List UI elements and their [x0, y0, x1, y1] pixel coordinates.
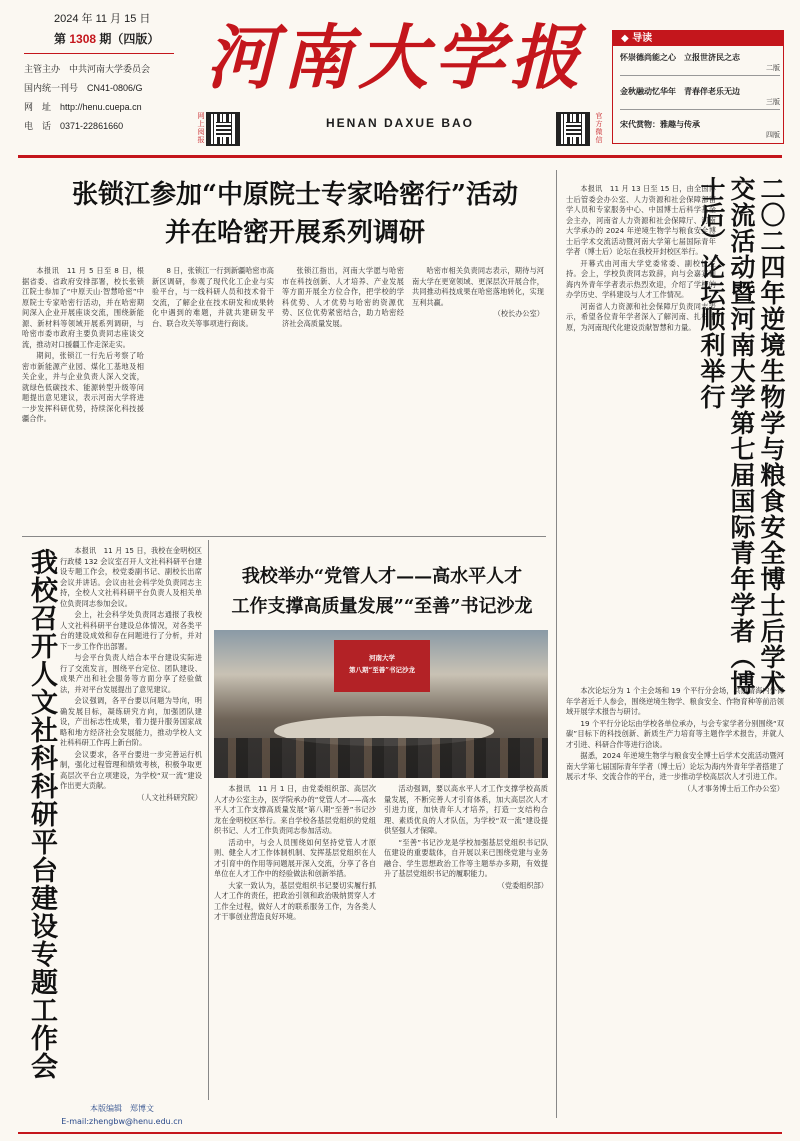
talent-paragraph: 本报讯 11 月 1 日，由党委组织部、高层次人才办公室主办，医学院承办的“党管人才——高水平人才工作支撑高质量发展”第八期“至善”书记沙龙在金明校区举行。来自学校各基层党组织的党组织书记、人才工作负责同志参加活动。 — [214, 784, 376, 835]
lead-article-col3 — [282, 266, 404, 528]
masthead — [0, 0, 800, 150]
issue-number: 第 1308 期（四版） — [54, 32, 160, 46]
photo-audience — [214, 738, 548, 778]
talent-paragraph: 大家一致认为，基层党组织书记要切实履行抓人才工作的责任，把政治引领和政治吸纳贯穿人才工作全过程，做好人才的联系服务工作，为各类人才干事创业营造良好环境。 — [214, 880, 376, 921]
qr-left-label: 网上阅报 — [197, 112, 205, 144]
lead-article-col2 — [152, 266, 274, 528]
lead-article-title — [40, 176, 550, 252]
talent-title-line1: 我校举办“党管人才——高水平人才 — [241, 566, 523, 587]
forum-article-col-bottom — [566, 686, 784, 1118]
forum-paragraph: 据悉，2024 年逆境生物学与粮食安全博士后学术交流活动暨河南大学第七届国际青年学者（博士后）论坛为海内外青年学者搭建了展示才华、交流合作的平台，进一步推动学校高层次人才引进工作。 — [566, 751, 784, 781]
masthead-rule-left — [24, 53, 174, 54]
talent-article-col2 — [384, 784, 548, 1118]
newspaper-pinyin: HENAN DAXUE BAO — [325, 116, 474, 130]
masthead-divider — [18, 155, 782, 158]
page-footer — [40, 1102, 204, 1128]
qr-right-label: 官方微信 — [595, 112, 603, 144]
guide-item-page: 二版 — [620, 63, 780, 76]
talent-byline: （党委组织部） — [497, 880, 548, 890]
lead-byline: （校长办公室） — [493, 309, 544, 318]
platform-paragraph: 会议强调，各平台要以问题为导向，明确发展目标，凝练研究方向，加强团队建设，产出标志性成果，着力提升服务国家战略和地方经济社会发展能力，推动学校人文社科科研工作再上新台阶。 — [60, 696, 202, 747]
platform-paragraph: 会上，社会科学处负责同志通报了我校人文社科科研平台建设总体情况，对各类平台的建设成效和存在问题进行了分析，并对下一步工作作出部署。 — [60, 610, 202, 651]
talent-paragraph: 活动中，与会人员围绕如何坚持党管人才原则、健全人才工作体制机制、发挥基层党组织在人才引育中的作用等问题展开深入交流，分享了各自单位在人才工作中的经验做法和创新举措。 — [214, 837, 376, 878]
newspaper-logo: 河南大学报 — [206, 16, 586, 99]
platform-paragraph: 本报讯 11 月 15 日，我校在金明校区行政楼 132 会议室召开人文社科科研平台建设专题工作会，校党委副书记、副校长出席会议并讲话。会议由社会科学处负责同志主持，全校人文社科科研平台负责人及相关单位负责同志参加会议。 — [60, 546, 202, 608]
page-bottom-rule — [18, 1132, 782, 1134]
lead-article-col4 — [412, 266, 544, 528]
lead-paragraph: 期间，张锁江一行先后考察了哈密市新能源产业园、煤化工基地及相关企业，并与企业负责人深入交流，就绿色低碳技术、能源转型升级等问题提出意见建议，表示河南大学将进一步发挥科研优势，持续深化科技援疆合作。 — [22, 351, 144, 423]
platform-vertical-rule — [208, 540, 209, 1100]
forum-paragraph: 19 个平行分论坛由学校各单位承办，与会专家学者分别围绕“双碳”目标下的科技创新、新质生产力培育等主题作学术报告，并就人才引进、科研合作等进行洽谈。 — [566, 718, 784, 749]
guide-item-2[interactable] — [620, 86, 780, 110]
web-line: 网 址 http://henu.cuepa.cn — [24, 102, 142, 112]
issue-date: 2024 年 11 月 15 日 — [54, 13, 151, 25]
tel-line: 电 话 0371-22861660 — [24, 121, 124, 131]
forum-vertical-rule — [556, 170, 557, 1118]
guide-item-1[interactable] — [620, 52, 780, 76]
forum-article-title: 二〇二四年逆境生物学与粮食安全博士后学术交流活动暨河南大学第七届国际青年学者（博士后）论坛顺利举行 — [697, 176, 786, 696]
lead-title-line2: 并在哈密开展系列调研 — [164, 218, 425, 248]
forum-paragraph: 本次论坛分为 1 个主会场和 19 个平行分会场，共邀请海内外青年学者近千人参会，围绕逆境生物学、粮食安全、作物育种等前沿领域开展学术报告与研讨。 — [566, 686, 784, 716]
host-line: 主管主办 中共河南大学委员会 — [24, 64, 151, 74]
platform-byline: （人文社科研究院） — [137, 792, 202, 802]
guide-heading-bar: ◆ 导读 — [613, 31, 783, 46]
talent-title-line2: 工作支撑高质量发展”“至善”书记沙龙 — [231, 596, 533, 617]
qr-code-right — [556, 112, 590, 146]
guide-item-title: 宋代赏物：雅趣与传承 — [620, 120, 700, 129]
platform-paragraph: 与会平台负责人结合本平台建设实际进行了交流发言，围绕平台定位、团队建设、成果产出和社会服务等方面分享了经验做法，并对平台发展提出了意见建议。 — [60, 653, 202, 694]
guide-icon: ◆ — [621, 33, 629, 44]
issue-info — [24, 10, 174, 132]
footer-editor: 本版编辑 郑博文 — [90, 1104, 154, 1113]
platform-paragraph: 会议要求，各平台要进一步完善运行机制，强化过程管理和绩效考核，积极争取更高层次平台立项建设，为学校“双一流”建设作出更大贡献。 — [60, 749, 202, 790]
photo-screen — [334, 640, 430, 692]
guide-item-3[interactable] — [620, 119, 780, 142]
platform-article-body — [60, 546, 202, 1098]
lead-paragraph: 8 日，张锁江一行到新疆哈密市高新区调研，参观了现代化工企业与实验平台，与一线科研人员和技术骨干交流，了解企业在技术研发和成果转化中遇到的难题，并就共建研发平台、联合攻关等事项进行商谈。 — [152, 266, 274, 328]
talent-paragraph: 活动强调，要以高水平人才工作支撑学校高质量发展，不断完善人才引育体系，加大高层次人才引进力度，加快青年人才培养，打造一支结构合理、素质优良的人才队伍，为学校“双一流”建设提供坚强人才保障。 — [384, 784, 548, 835]
guide-item-title: 金秋融动忆华年 青春伴老乐无边 — [620, 87, 740, 96]
forum-byline: （人才事务博士后工作办公室） — [683, 783, 784, 793]
guide-item-page: 四版 — [766, 131, 780, 139]
forum-article-col-top — [566, 184, 716, 678]
forum-paragraph: 本报讯 11 月 13 日至 15 日，由全国博士后管委会办公室、人力资源和社会保障部留学人员和专家服务中心、中国博士后科学基金会主办，河南省人力资源和社会保障厅、河南大学承办的 2024 年逆境生物学与粮食安全博士后学术交流活动暨河南大学第七届国际青年学者（博士后）论坛在我校开封校区举行。 — [566, 184, 716, 256]
lead-article-col1 — [22, 266, 144, 528]
guide-item-title: 怀崇德尚能之心 立报世济民之志 — [620, 53, 740, 62]
lead-paragraph: 本报讯 11 月 5 日至 8 日，根据省委、省政府安排部署，校长张锁江院士参加了“中原天山·智慧哈密”中原院士专家哈密行活动，并在哈密期间深入企业开展座谈交流，围绕新能源、新材料等领域开展系列调研，与哈密市委市政府主要负责同志座谈交流，推动对口援疆工作走深走实。 — [22, 266, 144, 349]
qr-code-left — [206, 112, 240, 146]
photo-screen-line2: 第八期“至善”书记沙龙 — [349, 666, 415, 674]
forum-paragraph: 开幕式由河南大学党委常委、副校长主持。会上，学校负责同志致辞，向与会嘉宾和海内外青年学者表示热烈欢迎，介绍了学校的办学历史、学科建设与人才工作情况。 — [566, 258, 716, 299]
cn-line: 国内统一刊号 CN41-0806/G — [24, 83, 143, 93]
talent-article-title — [214, 562, 550, 622]
talent-paragraph: “至善”书记沙龙是学校加强基层党组织书记队伍建设的重要载体，自开展以来已围绕党建与业务融合、学生思想政治工作等主题举办多期，有效提升了基层党组织书记的履职能力。 — [384, 837, 548, 878]
photo-screen-line1: 河南大学 — [369, 654, 395, 662]
lead-bottom-rule — [22, 536, 546, 537]
guide-item-page: 三版 — [620, 97, 780, 110]
platform-article-title: 我校召开人文社科科研平台建设专题工作会 — [26, 548, 57, 1080]
lead-paragraph: 哈密市相关负责同志表示，期待与河南大学在更宽领域、更深层次开展合作，共同推动科技成果在哈密落地转化，实现互利共赢。 — [412, 266, 544, 307]
talent-event-photo — [214, 630, 548, 778]
talent-article-col1 — [214, 784, 376, 1118]
forum-paragraph: 河南省人力资源和社会保障厅负责同志表示，希望各位青年学者深入了解河南、扎根中原，为河南现代化建设贡献智慧和力量。 — [566, 301, 716, 332]
footer-email[interactable]: E-mail:zhengbw@henu.edu.cn — [61, 1117, 183, 1126]
lead-paragraph: 张锁江指出，河南大学愿与哈密市在科技创新、人才培养、产业发展等方面开展全方位合作，把学校的学科优势、人才优势与哈密的资源优势、区位优势紧密结合，助力哈密经济社会高质量发展。 — [282, 266, 404, 328]
lead-title-line1: 张锁江参加“中原院士专家哈密行”活动 — [72, 180, 518, 210]
